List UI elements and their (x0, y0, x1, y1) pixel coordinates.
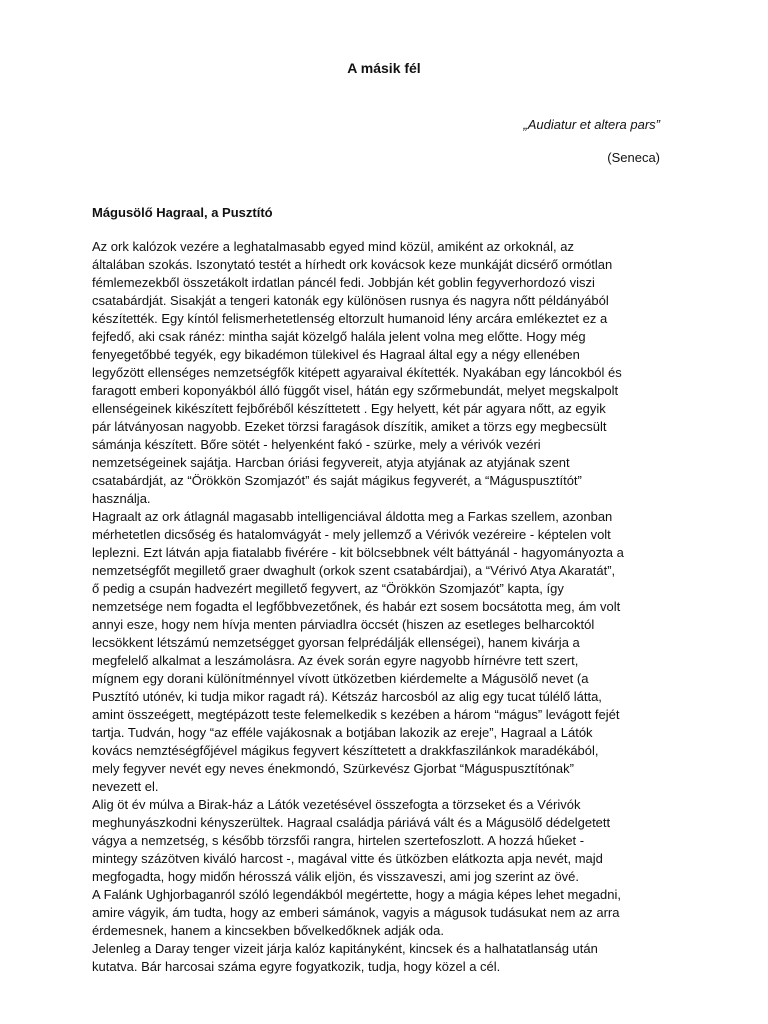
text-line: fejfedő, aki csak ránéz: mintha saját közelgő halála jelent volna meg előtte. Hogy még (92, 329, 586, 344)
epigraph-author: (Seneca) (607, 150, 660, 165)
text-line: Az ork kalózok vezére a leghatalmasabb egyed mind közül, amiként az orkoknál, az (92, 239, 574, 254)
text-line: készítették. Egy kíntól felismerhetetlenség eltorzult humanoid lény arcára emlékeztet ez a (92, 311, 608, 326)
text-line: pár látványosan nagyobb. Ezeket törzsi faragások díszítik, amiket a törzs egy megbecsült (92, 419, 607, 434)
text-line: nemzetségfőt megillető graer dwaghult (orkok szent csatabárdjai), a “Vérivó Atya Akaratát”, (92, 563, 616, 578)
text-line: A Falánk Ughjorbaganról szóló legendákból megértette, hogy a mágia képes lehet megadni, (92, 887, 622, 902)
text-line: megfelelő alkalmat a leszámolásra. Az évek során egyre nagyobb hírnévre tett szert, (92, 653, 579, 668)
text-line: kutatva. Bár harcosai száma egyre fogyatkozik, tudja, hogy közel a cél. (92, 959, 501, 974)
text-line: megfogadta, hogy midőn hérosszá válik eljön, és visszaveszi, ami jog szerint az övé. (92, 869, 580, 884)
text-line: Hagraalt az ork átlagnál magasabb intelligenciával áldotta meg a Farkas szellem, azonban (92, 509, 613, 524)
text-line: nevezett el. (92, 779, 159, 794)
document-title: A másik fél (347, 60, 421, 76)
text-line: Jelenleg a Daray tenger vizeit járja kalóz kapitányként, kincsek és a halhatatlanság után (92, 941, 598, 956)
text-line: lecsökkent létszámú nemzetségget gyorsan felprédálják ellenségei), hanem kivárja a (92, 635, 580, 650)
text-line: ellenségeinek kikészített fejbőréből készíttetett . Egy helyett, két pár agyara nőtt, az egyik (92, 401, 606, 416)
text-line: nemzetsége nem fogadta el legfőbbvezetőnek, és habár ezt sosem bocsátotta meg, ám volt (92, 599, 621, 614)
text-line: ő pedig a csupán hadvezért megillető fegyvert, az “Örökkön Szomjazót” kapta, így (92, 581, 564, 596)
text-line: mígnem egy dorani különítménnyel vívott ütközetben kiérdemelte a Mágusölő nevet (a (92, 671, 589, 686)
text-line: tartja. Tudván, hogy “az efféle vajákosnak a botjában lakozik az ereje”, Hagraal a Látók (92, 725, 593, 740)
text-line: Alig öt év múlva a Birak-ház a Látók vezetésével összefogta a törzseket és a Vérivók (92, 797, 581, 812)
text-line: csatabárdját, az “Örökkön Szomjazót” és saját mágikus fegyverét, a “Máguspusztítót” (92, 473, 582, 488)
section-heading: Mágusölő Hagraal, a Pusztító (92, 205, 273, 220)
text-line: leplezni. Ezt látván apja fiatalabb fivérére - kit bölcsebbnek vélt báttyánál - hagyományozta a (92, 545, 624, 560)
text-line: sámánja készített. Bőre sötét - helyenként fakó - szürke, mely a vérivók vezéri (92, 437, 541, 452)
text-line: vágya a nemzetség, s később törzsfői rangra, hirtelen szertefoszlott. A hozzá hűeket - (92, 833, 585, 848)
text-line: amire vágyik, ám tudta, hogy az emberi sámánok, vagyis a mágusok tudásukat nem az arra (92, 905, 620, 920)
text-line: mely fegyver nevét egy neves énekmondó, Szürkevész Gjorbat “Máguspusztítónak” (92, 761, 574, 776)
text-line: csatabárdját. Sisakját a tengeri katonák egy különösen rusnya és nagyra nőtt példányából (92, 293, 609, 308)
text-line: kovács nemztéségfőjével mágikus fegyvert készíttetett a drakkfaszilánkok maradékából, (92, 743, 599, 758)
text-line: legyőzött ellenséges nemzetségfők kitépett agyaraival ékítették. Nyakában egy láncokból és (92, 365, 622, 380)
text-line: Pusztító utónév, ki tudja mikor ragadt rá). Kétszáz harcosból az alig egy tucat túlélő látta, (92, 689, 602, 704)
text-line: meghunyászkodni kényszerültek. Hagraal családja páriává vált és a Mágusölő dédelgetett (92, 815, 611, 830)
text-line: fémlemezekből összetákolt irdatlan páncél fedi. Jobbján két goblin fegyverhordozó viszi (92, 275, 595, 290)
epigraph-quote: „Audiatur et altera pars” (523, 117, 660, 132)
text-line: fenyegetőbbé tegyék, egy bikadémon tülekivel és Hagraal által egy a négy ellenében (92, 347, 580, 362)
text-line: mérhetetlen dicsőség és hatalomvágyát - mely jellemző a Vérivók vezéreire - képtelen volt (92, 527, 611, 542)
text-line: általában szokás. Iszonytató testét a hírhedt ork kovácsok keze munkáját dicsérő ormótlan (92, 257, 613, 272)
text-line: annyi esze, hogy nem hívja menten párviadlra öccsét (hiszen az esetleges belharcoktól (92, 617, 595, 632)
text-line: érdemesnek, hanem a kincsekben bővelkedőknek adják oda. (92, 923, 444, 938)
text-line: faragott emberi koponyákból álló függőt visel, hátán egy szőrmebundát, melyet megskalpolt (92, 383, 619, 398)
text-line: amint összeégett, megtépázott teste felemelkedik s kezében a három “mágus” levágott fejét (92, 707, 620, 722)
text-line: mintegy százötven kiváló harcost -, magával vitte és ütközben elátkozta apja nevét, majd (92, 851, 603, 866)
text-line: használja. (92, 491, 151, 506)
body-text (92, 238, 712, 976)
text-line: nemzetségeinek sajátja. Harcban óriási fegyvereit, atyja atyjának az atyjának szent (92, 455, 570, 470)
